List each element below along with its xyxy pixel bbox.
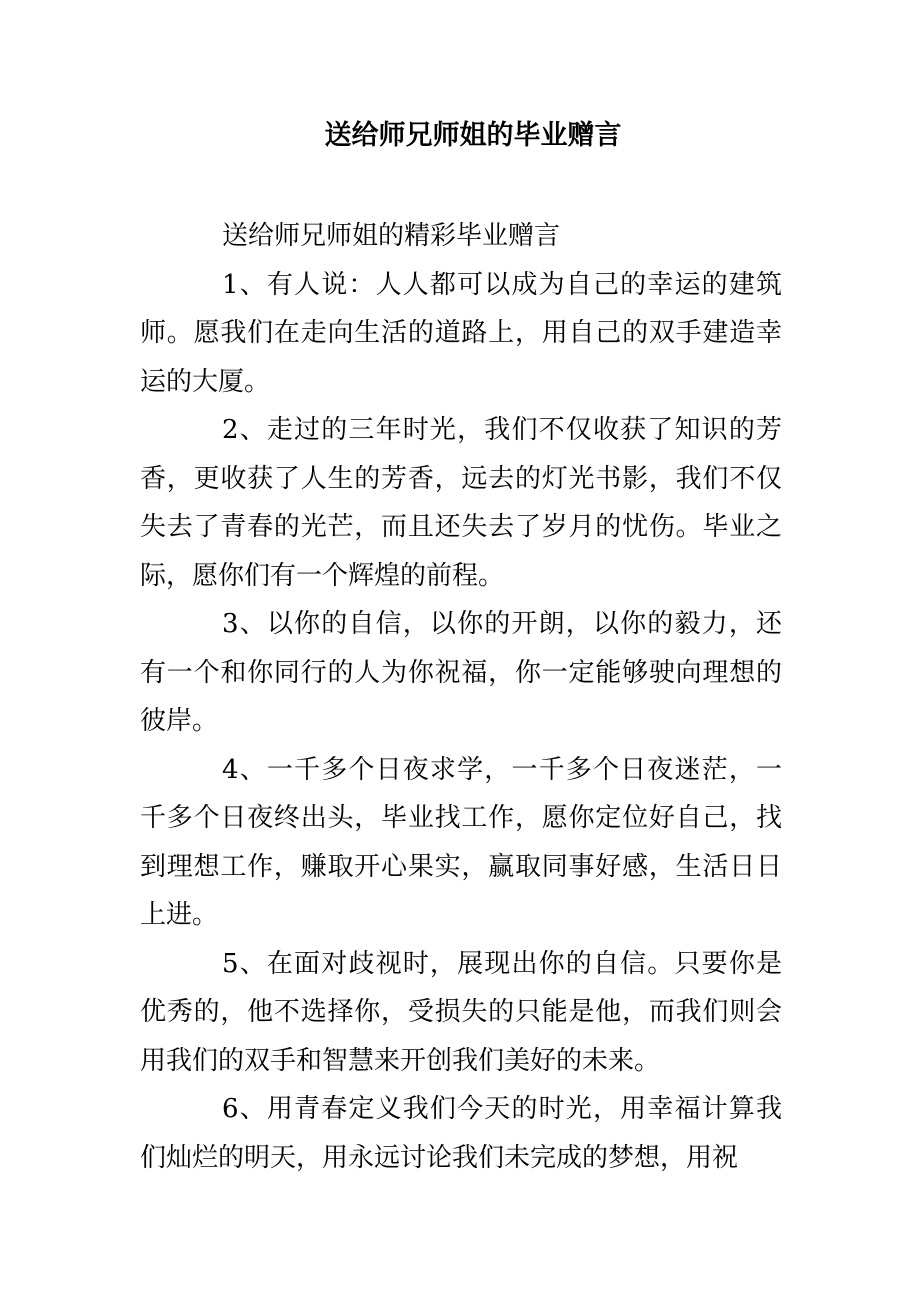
paragraph-5: 5、在面对歧视时，展现出你的自信。只要你是优秀的，他不选择你，受损失的只能是他，而我们则会用我们的双手和智慧来开创我们美好的未来。 (140, 948, 782, 1076)
paragraph-3: 3、以你的自信，以你的开朗，以你的毅力，还有一个和你同行的人为你祝福，你一定能够驶向理想的彼岸。 (140, 609, 782, 736)
document-subtitle: 送给师兄师姐的精彩毕业赠言 (222, 221, 561, 251)
paragraph-4: 4、一千多个日夜求学，一千多个日夜迷茫，一千多个日夜终出头，毕业找工作，愿你定位好自己，找到理想工作，赚取开心果实，赢取同事好感，生活日日上进。 (140, 754, 782, 930)
document-body (140, 212, 782, 1182)
document-title: 送给师兄师姐的毕业赠言 (324, 120, 622, 151)
paragraph-1: 1、有人说：人人都可以成为自己的幸运的建筑师。愿我们在走向生活的道路上，用自己的双手建造幸运的大厦。 (140, 269, 782, 397)
paragraph-6: 6、用青春定义我们今天的时光，用幸福计算我们灿烂的明天，用永远讨论我们未完成的梦想，用祝 (140, 1094, 782, 1173)
paragraph-2: 2、走过的三年时光，我们不仅收获了知识的芳香，更收获了人生的芳香，远去的灯光书影，我们不仅失去了青春的光芒，而且还失去了岁月的忧伤。毕业之际，愿你们有一个辉煌的前程。 (140, 415, 782, 591)
